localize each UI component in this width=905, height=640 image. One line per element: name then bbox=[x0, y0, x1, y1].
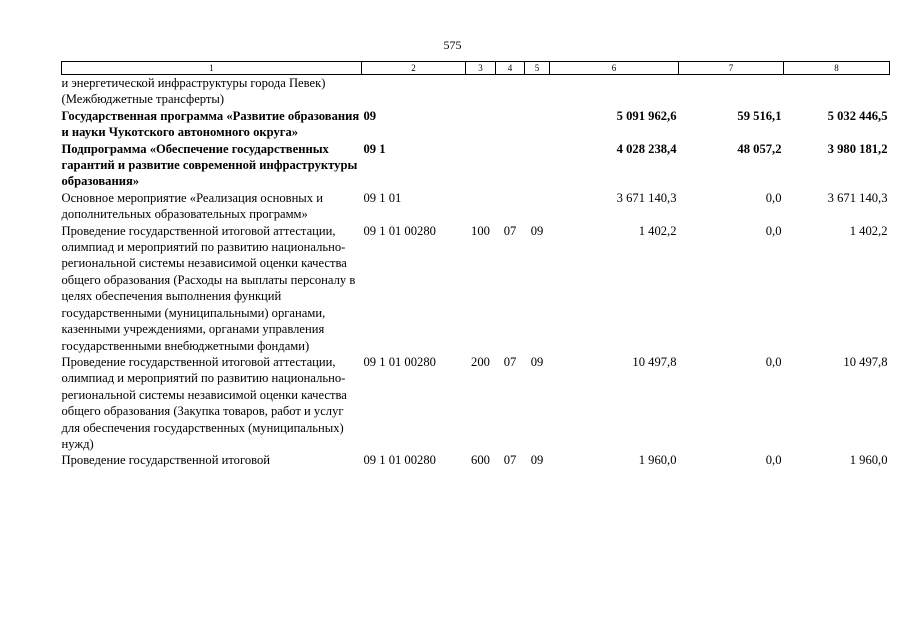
row-regional-cell: 1 960,0 bbox=[849, 453, 888, 468]
table-row bbox=[62, 75, 890, 108]
table-row bbox=[62, 190, 890, 223]
row-code-cell: 09 bbox=[363, 108, 377, 123]
row-expense-type-cell bbox=[466, 108, 496, 141]
row-expense-type-cell bbox=[466, 190, 496, 223]
table-row bbox=[62, 452, 890, 468]
row-section-cell: 07 bbox=[503, 453, 517, 468]
table-row bbox=[62, 354, 890, 452]
row-name-cell: Основное мероприятие «Реализация основных и дополнительных образовательных программ» bbox=[61, 190, 323, 222]
header-cell: 1 bbox=[62, 62, 362, 75]
row-expense-type-cell bbox=[466, 141, 496, 190]
row-subsection-cell: 09 bbox=[530, 354, 544, 369]
row-subsection-cell: 09 bbox=[530, 453, 544, 468]
row-regional-cell: 3 671 140,3 bbox=[827, 190, 888, 205]
row-total-cell: 1 402,2 bbox=[638, 223, 677, 238]
table-row bbox=[62, 223, 890, 354]
row-section-cell bbox=[496, 141, 525, 190]
row-total-cell: 1 960,0 bbox=[638, 453, 677, 468]
page-number: 575 bbox=[443, 38, 462, 52]
row-name-cell: Государственная программа «Развитие образования и науки Чукотского автономного округа» bbox=[61, 108, 360, 140]
row-section-cell: 07 bbox=[503, 354, 517, 369]
row-regional-cell: 1 402,2 bbox=[849, 223, 888, 238]
row-code-cell: 09 1 bbox=[363, 141, 386, 156]
row-total-cell bbox=[550, 75, 679, 108]
row-subsection-cell bbox=[525, 75, 550, 108]
row-name-cell: и энергетической инфраструктуры города Певек) (Межбюджетные трансферты) bbox=[61, 76, 326, 107]
header-cell: 6 bbox=[550, 62, 679, 75]
budget-table bbox=[61, 61, 890, 469]
row-total-cell: 10 497,8 bbox=[632, 354, 677, 369]
row-expense-type-cell: 100 bbox=[471, 223, 490, 238]
row-regional-cell: 3 980 181,2 bbox=[827, 141, 888, 156]
row-section-cell bbox=[496, 75, 525, 108]
row-section-cell bbox=[496, 190, 525, 223]
row-regional-cell: 5 032 446,5 bbox=[827, 108, 888, 123]
row-code-cell: 09 1 01 00280 bbox=[363, 223, 436, 238]
row-expense-type-cell: 600 bbox=[471, 453, 490, 468]
header-cell: 4 bbox=[496, 62, 525, 75]
row-federal-cell: 0,0 bbox=[765, 354, 782, 369]
row-name-cell: Подпрограмма «Обеспечение государственных гарантий и развитие современной инфраструктуры образования» bbox=[61, 141, 358, 189]
header-cell: 2 bbox=[362, 62, 466, 75]
row-name-cell: Проведение государственной итоговой аттестации, олимпиад и мероприятий по развитию национально-региональной системы независимой оценки качества общего образования (Закупка товаров, работ и услуг для обеспечения государственных (муниципальных) нужд) bbox=[61, 354, 347, 451]
row-total-cell: 5 091 962,6 bbox=[616, 108, 677, 123]
row-total-cell: 4 028 238,4 bbox=[616, 141, 677, 156]
row-section-cell bbox=[496, 108, 525, 141]
column-number-header bbox=[62, 62, 890, 75]
row-total-cell: 3 671 140,3 bbox=[616, 190, 677, 205]
row-federal-cell bbox=[679, 75, 784, 108]
row-expense-type-cell: 200 bbox=[471, 354, 490, 369]
row-name-cell: Проведение государственной итоговой bbox=[61, 453, 271, 468]
row-subsection-cell: 09 bbox=[530, 223, 544, 238]
row-subsection-cell bbox=[525, 141, 550, 190]
row-subsection-cell bbox=[525, 190, 550, 223]
row-regional-cell bbox=[784, 75, 890, 108]
header-cell: 3 bbox=[466, 62, 496, 75]
header-cell: 8 bbox=[784, 62, 890, 75]
table-row bbox=[62, 141, 890, 190]
header-cell: 7 bbox=[679, 62, 784, 75]
table-row bbox=[62, 108, 890, 141]
row-federal-cell: 0,0 bbox=[765, 223, 782, 238]
row-federal-cell: 48 057,2 bbox=[737, 141, 782, 156]
row-name-cell: Проведение государственной итоговой аттестации, олимпиад и мероприятий по развитию национально-региональной системы независимой оценки качества общего образования (Расходы на выплаты персоналу в целях обеспечения выполнения функций государственными (муниципальными) органами, казенными учреждениями, органами управления государственными внебюджетными фондами) bbox=[61, 223, 356, 353]
row-federal-cell: 59 516,1 bbox=[737, 108, 782, 123]
header-cell: 5 bbox=[525, 62, 550, 75]
row-code-cell: 09 1 01 00280 bbox=[363, 453, 436, 468]
row-section-cell: 07 bbox=[503, 223, 517, 238]
row-federal-cell: 0,0 bbox=[765, 453, 782, 468]
row-federal-cell: 0,0 bbox=[765, 190, 782, 205]
row-subsection-cell bbox=[525, 108, 550, 141]
row-regional-cell: 10 497,8 bbox=[843, 354, 888, 369]
row-code-cell: 09 1 01 00280 bbox=[363, 354, 436, 369]
row-code-cell bbox=[362, 75, 466, 108]
row-expense-type-cell bbox=[466, 75, 496, 108]
row-code-cell: 09 1 01 bbox=[363, 190, 402, 205]
